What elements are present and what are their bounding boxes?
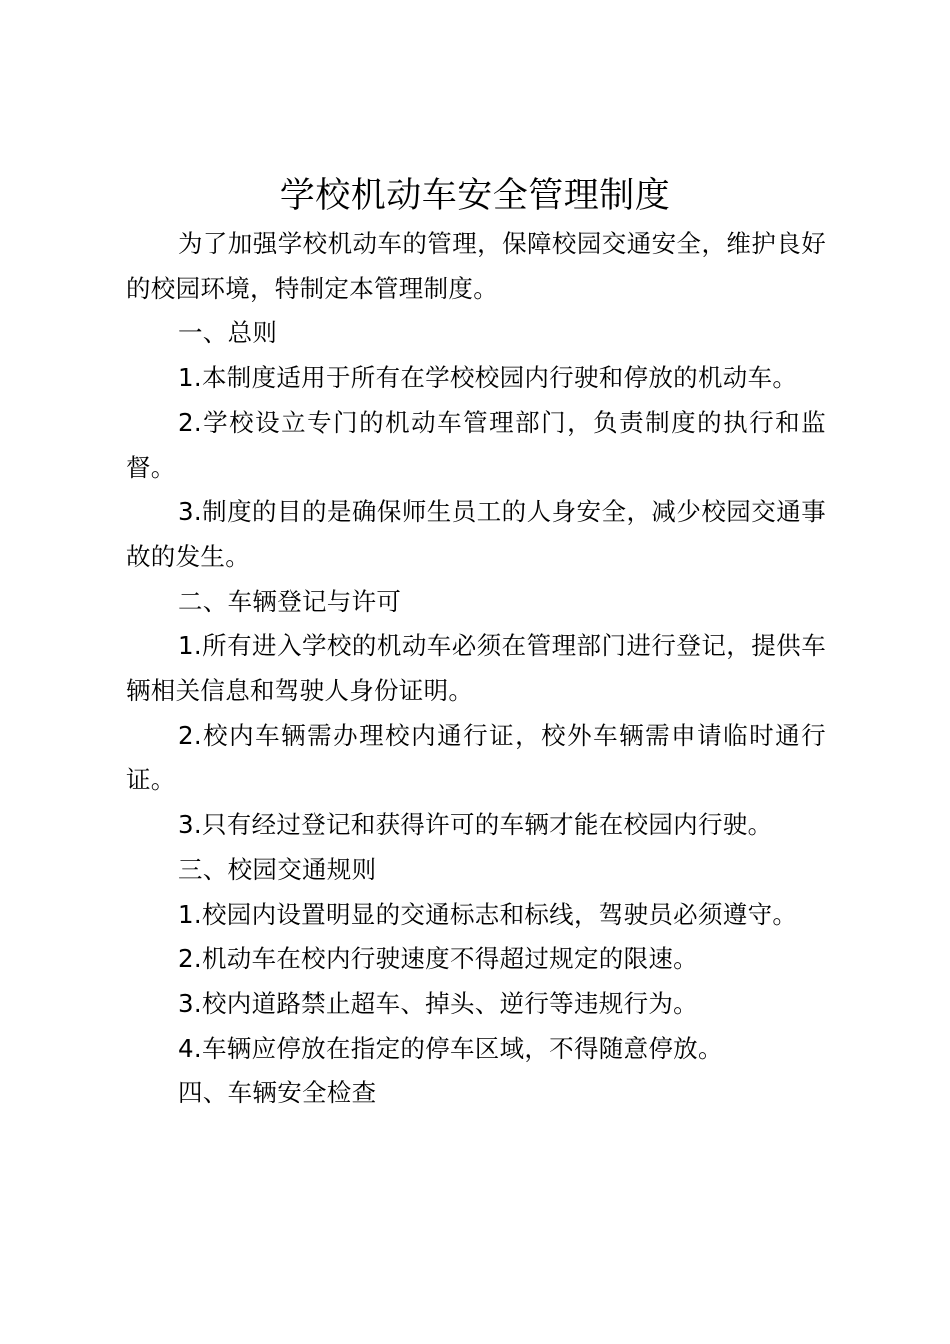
clause-paragraph: 1.本制度适用于所有在学校校园内行驶和停放的机动车。 <box>178 363 798 393</box>
intro-paragraph: 为了加强学校机动车的管理，保障校园交通安全，维护良好的校园环境，特制定本管理制度。 <box>126 229 826 303</box>
clause-paragraph: 2.机动车在校内行驶速度不得超过规定的限速。 <box>178 944 698 974</box>
clause-paragraph: 2.学校设立专门的机动车管理部门，负责制度的执行和监督。 <box>126 407 826 482</box>
clause-paragraph: 3.制度的目的是确保师生员工的人身安全，减少校园交通事故的发生。 <box>126 497 826 571</box>
section-heading-safety-check: 四、车辆安全检查 <box>178 1078 377 1108</box>
document-title: 学校机动车安全管理制度 <box>279 176 671 216</box>
clause-paragraph: 4.车辆应停放在指定的停车区域，不得随意停放。 <box>178 1033 723 1063</box>
clause-paragraph: 1.校园内设置明显的交通标志和标线，驾驶员必须遵守。 <box>178 899 798 929</box>
clause-paragraph: 3.只有经过登记和获得许可的车辆才能在校园内行驶。 <box>178 810 773 840</box>
section-heading-general: 一、总则 <box>178 318 278 348</box>
section-heading-traffic-rules: 三、校园交通规则 <box>178 854 377 884</box>
clause-paragraph: 3.校内道路禁止超车、掉头、逆行等违规行为。 <box>178 988 698 1018</box>
clause-paragraph: 2.校内车辆需办理校内通行证，校外车辆需申请临时通行证。 <box>126 720 826 795</box>
clause-paragraph: 1.所有进入学校的机动车必须在管理部门进行登记，提供车辆相关信息和驾驶人身份证明。 <box>126 631 826 706</box>
section-heading-registration: 二、车辆登记与许可 <box>178 586 402 616</box>
document-body <box>126 222 826 1116</box>
